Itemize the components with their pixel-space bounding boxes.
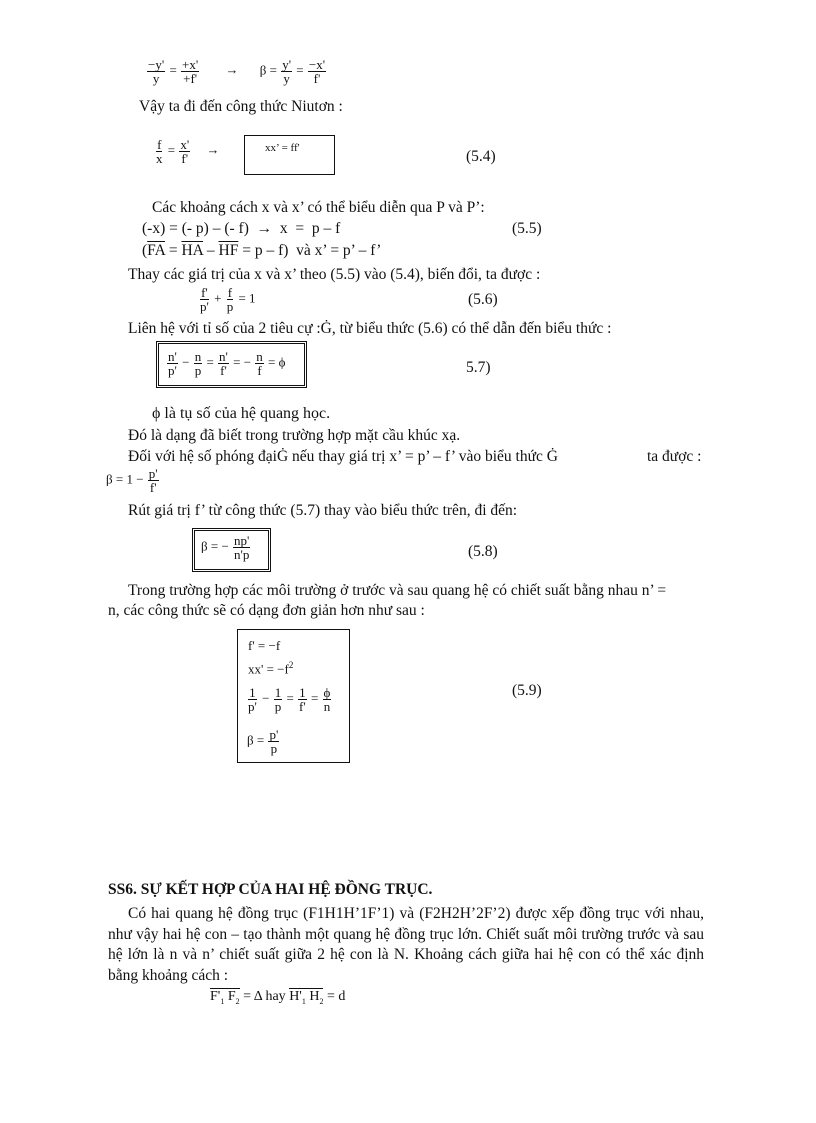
equation-label: 5.7) bbox=[466, 359, 491, 376]
fraction: $\frac{n'}{f'}$ bbox=[219, 349, 228, 378]
fraction: $\frac{1}{f'}$ bbox=[299, 685, 306, 714]
fraction: $\frac{y'}{y}$ bbox=[282, 57, 292, 86]
equation-5-9-line4: β = $\frac{p'}{p}$ bbox=[247, 727, 279, 756]
fraction: $\frac{n'}{p'}$ bbox=[168, 349, 177, 378]
equation-label: (5.6) bbox=[468, 291, 498, 308]
equation-5-9-line2: $xx' = -f^2$ bbox=[248, 660, 294, 677]
text-line: ta được : bbox=[647, 448, 702, 465]
equation-5-9-line3: $\frac{1}{p'}$ − $\frac{1}{p}$ = $\frac{1}{f'}$ = $\frac{\phi}{n}$ bbox=[248, 685, 331, 714]
text-line: ϕ là tụ số của hệ quang học. bbox=[152, 405, 331, 422]
text-line: Các khoảng cách x và x’ có thể biểu diễn qua P và P’: bbox=[152, 199, 485, 216]
text-line: Rút giá trị f’ từ công thức (5.7) thay vào biểu thức trên, đi đến: bbox=[128, 502, 518, 519]
fraction: $\frac{n}{f}$ bbox=[256, 349, 263, 378]
equation-label: (5.5) bbox=[512, 220, 542, 237]
section-heading: SS6. SỰ KẾT HỢP CỦA HAI HỆ ĐỒNG TRỤC. bbox=[108, 881, 433, 898]
fraction: $\frac{-y'}{y}$ bbox=[148, 57, 165, 86]
equation-label: (5.4) bbox=[466, 148, 496, 165]
equation-5-7: $\frac{n'}{p'}$ − $\frac{n}{p}$ = $\frac{n'}{f'}$ = − $\frac{n}{f}$ = ϕ bbox=[168, 349, 286, 378]
fraction: $\frac{p'}{p}$ bbox=[269, 727, 279, 756]
fraction: $\frac{x'}{f'}$ bbox=[180, 137, 190, 166]
paragraph: Có hai quang hệ đồng trục (F1H1H’1F’1) và (F2H2H’2F’2) được xếp đồng trục với nhau, như vậy hai hệ con – tạo thành một quang hệ đồng trục lớn. Chiết suất môi trường trước và sau hệ lớn là n và n’ chiết suất giữa 2 hệ con là N. Khoảng cách giữa hai hệ con có thể xác định bằng khoảng cách : bbox=[108, 905, 704, 984]
text-line: Đối với hệ số phóng đạiĠ nếu thay giá trị x’ = p’ – f’ vào biểu thức Ġ bbox=[128, 448, 558, 465]
fraction: $\frac{n}{p}$ bbox=[194, 349, 202, 378]
equation-label: (5.8) bbox=[468, 543, 498, 560]
fraction: $\frac{+x'}{+f'}$ bbox=[182, 57, 199, 86]
fraction: $\frac{np'}{n'p}$ bbox=[234, 533, 250, 562]
fraction: $\frac{p'}{f'}$ bbox=[148, 466, 158, 495]
paragraph-line: n, các công thức sẽ có dạng đơn giản hơn như sau : bbox=[108, 602, 425, 619]
equation-5-6: $\frac{f'}{p'}$ + $\frac{f}{p}$ = 1 bbox=[200, 285, 256, 314]
equation-5-5-vectors: $(\overline{FA} = \overline{HA} - \overline{HF} = p - f)$ và x’ = p’ – f’ bbox=[142, 242, 382, 259]
fraction: $\frac{1}{p}$ bbox=[274, 685, 282, 714]
equation-5-4: $\frac{f}{x}$ = $\frac{x'}{f'}$ → bbox=[156, 137, 220, 166]
paragraph-line: Trong trường hợp các môi trường ở trước và sau quang hệ có chiết suất bằng nhau n’ = bbox=[128, 582, 667, 599]
fraction: $\frac{f}{p}$ bbox=[226, 285, 234, 314]
fraction: $\frac{f}{x}$ bbox=[156, 137, 163, 166]
text-line: Liên hệ với tỉ số của 2 tiêu cự :Ġ, từ biểu thức (5.6) có thể dẫn đến biểu thức : bbox=[128, 320, 612, 337]
fraction: $\frac{\phi}{n}$ bbox=[323, 685, 331, 714]
fraction: $\frac{-x'}{f'}$ bbox=[308, 57, 326, 86]
equation-distance: $F'_1$ $F_2 = \Delta$ hay $H'_1$ $H_2 = d$ bbox=[210, 989, 346, 1006]
text-line: Đó là dạng đã biết trong trường hợp mặt cầu khúc xạ. bbox=[128, 427, 461, 444]
equation-top: $\frac{-y'}{y}$ = $\frac{+x'}{+f'}$ → β = $\frac{y'}{y}$ = $\frac{-x'}{f'}$ bbox=[148, 57, 326, 86]
equation-label: (5.9) bbox=[512, 682, 542, 699]
equation-5-8: β = − $\frac{np'}{n'p}$ bbox=[201, 533, 250, 562]
text-line: Vậy ta đi đến công thức Niutơn : bbox=[139, 98, 343, 115]
equation-beta: β = 1 − $\frac{p'}{f'}$ bbox=[106, 466, 158, 495]
equation-box-5-4: xx’ = ff' bbox=[244, 135, 335, 175]
text-line: Thay các giá trị của x và x’ theo (5.5) vào (5.4), biến đổi, ta được : bbox=[128, 266, 541, 283]
equation-5-9-line1: f' = −f bbox=[248, 638, 281, 653]
equation-5-5: (-x) = (- p) – (- f) → x = p – f bbox=[142, 220, 341, 237]
fraction: $\frac{1}{p'}$ bbox=[248, 685, 257, 714]
fraction: $\frac{f'}{p'}$ bbox=[200, 285, 209, 314]
